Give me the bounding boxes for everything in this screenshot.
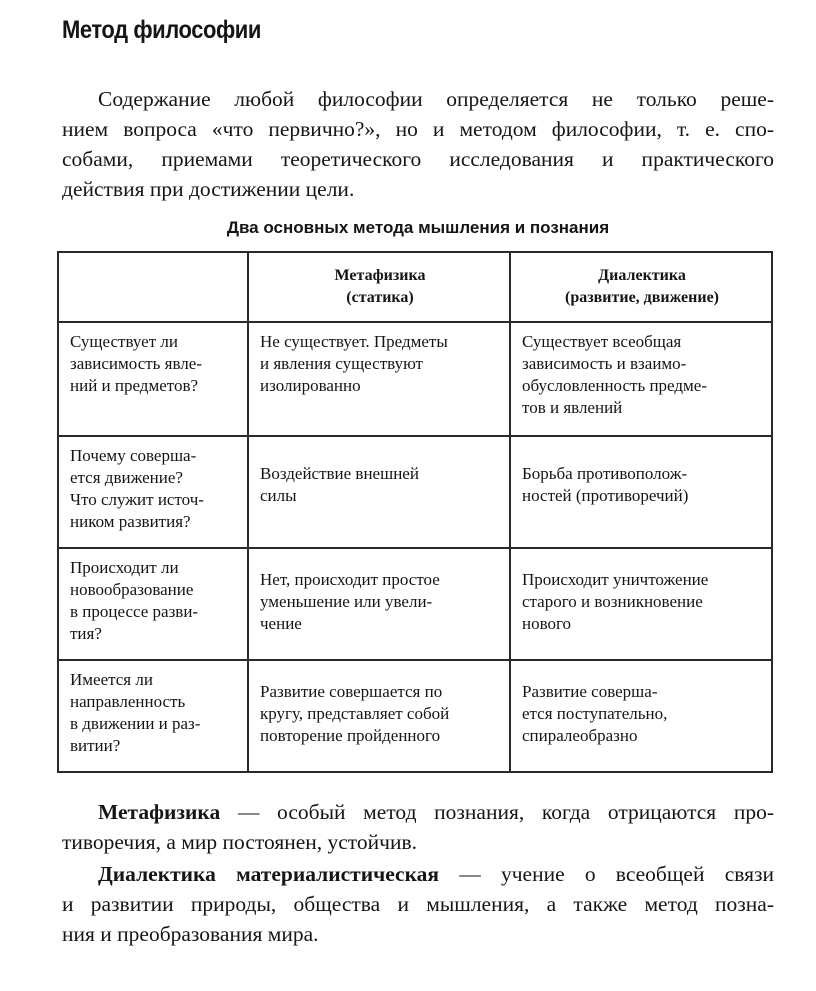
cell-line: в процессе разви-	[70, 602, 199, 621]
metaphysics-cell	[248, 436, 510, 548]
definition-line: и развитии природы, общества и мышления, а также метод позна-	[62, 892, 774, 916]
definitions	[62, 797, 774, 951]
table-row	[58, 660, 772, 772]
cell-line: Развитие соверша-	[522, 682, 658, 701]
intro-line: нием вопроса «что первично?», но и методом философии, т. е. спо-	[62, 117, 774, 141]
question-cell	[58, 322, 248, 436]
dialectics-cell	[510, 548, 772, 660]
page-title: Метод философии	[62, 16, 261, 44]
methods-table	[57, 251, 773, 773]
question-cell	[58, 436, 248, 548]
cell-line: кругу, представляет собой	[260, 704, 450, 723]
header-line: (развитие, движение)	[564, 289, 719, 306]
definition-dialectics	[62, 859, 774, 949]
intro-paragraph	[62, 84, 774, 204]
cell-line: силы	[260, 486, 297, 505]
intro-line: Содержание любой философии определяется не только реше-	[98, 87, 774, 111]
cell-line: старого и возникновение	[522, 592, 703, 611]
definition-line	[62, 859, 774, 889]
definition-metaphysics	[62, 797, 774, 857]
header-metaphysics	[248, 252, 510, 322]
header-empty-cell	[58, 252, 248, 322]
cell-line: ется поступательно,	[522, 704, 668, 723]
definition-text: — особый метод познания, когда отрицаются про-	[220, 800, 774, 824]
cell-line: ется движение?	[70, 468, 183, 487]
cell-line: зависимость и взаимо-	[522, 354, 687, 373]
cell-line: витии?	[70, 736, 121, 755]
definition-line: тиворечия, а мир постоянен, устойчив.	[62, 830, 418, 854]
cell-line: повторение пройденного	[260, 726, 441, 745]
cell-line: зависимость явле-	[70, 354, 202, 373]
table-row	[58, 548, 772, 660]
intro-line: действия при достижении цели.	[62, 177, 355, 201]
cell-line: чение	[260, 614, 302, 633]
cell-line: Борьба противополож-	[522, 464, 688, 483]
cell-line: Воздействие внешней	[260, 464, 419, 483]
cell-line: Существует всеобщая	[522, 332, 682, 351]
definition-term: Диалектика материалистическая	[98, 862, 440, 886]
dialectics-cell	[510, 322, 772, 436]
dialectics-cell	[510, 436, 772, 548]
cell-line: Почему соверша-	[70, 446, 197, 465]
cell-line: Развитие совершается по	[260, 682, 443, 701]
question-cell	[58, 548, 248, 660]
cell-line: уменьшение или увели-	[260, 592, 433, 611]
cell-line: в движении и раз-	[70, 714, 201, 733]
cell-line: ностей (противоречий)	[522, 486, 689, 505]
table-caption: Два основных метода мышления и познания	[226, 218, 610, 237]
header-line: (статика)	[346, 289, 414, 306]
table-row	[58, 436, 772, 548]
cell-line: изолированно	[260, 376, 361, 395]
cell-line: Имеется ли	[70, 670, 153, 689]
cell-line: Не существует. Предметы	[260, 332, 448, 351]
table-row	[58, 322, 772, 436]
dialectics-cell	[510, 660, 772, 772]
table-header-row	[58, 252, 772, 322]
cell-line: направленность	[70, 692, 186, 711]
cell-line: ником развития?	[70, 512, 191, 531]
cell-line: тия?	[70, 624, 102, 643]
metaphysics-cell	[248, 660, 510, 772]
cell-line: Происходит уничтожение	[522, 570, 709, 589]
definition-text: — учение о всеобщей связи	[439, 862, 774, 886]
cell-line: тов и явлений	[522, 398, 623, 417]
cell-line: Что служит источ-	[70, 490, 204, 509]
header-line: Метафизика	[334, 267, 426, 284]
definition-line: ния и преобразования мира.	[62, 922, 319, 946]
cell-line: обусловленность предме-	[522, 376, 707, 395]
cell-line: Нет, происходит простое	[260, 570, 440, 589]
cell-line: нового	[522, 614, 572, 633]
intro-line: собами, приемами теоретического исследования и практического	[62, 147, 774, 171]
cell-line: Существует ли	[70, 332, 178, 351]
definition-term: Метафизика	[98, 800, 221, 824]
metaphysics-cell	[248, 548, 510, 660]
header-line: Диалектика	[598, 267, 686, 284]
cell-line: новообразование	[70, 580, 194, 599]
definition-line	[62, 797, 774, 827]
metaphysics-cell	[248, 322, 510, 436]
header-dialectics	[510, 252, 772, 322]
question-cell	[58, 660, 248, 772]
cell-line: Происходит ли	[70, 558, 179, 577]
cell-line: и явления существуют	[260, 354, 423, 373]
cell-line: ний и предметов?	[70, 376, 199, 395]
cell-line: спиралеобразно	[522, 726, 638, 745]
